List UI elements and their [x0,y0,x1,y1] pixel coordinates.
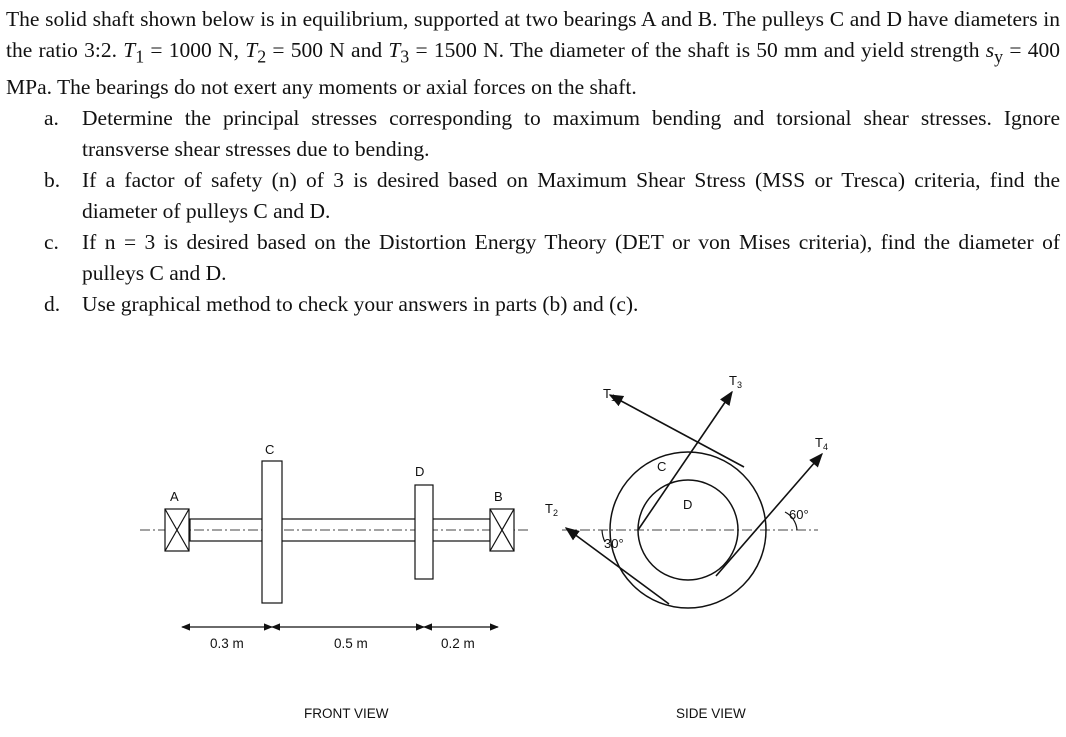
pulley-c-side-label: C [657,459,667,474]
angle-30-label: 30° [604,536,624,551]
bearing-a-label: A [170,489,179,504]
bearing-b-label: B [494,489,503,504]
side-view [545,373,828,721]
front-view [140,442,528,721]
t3-label: $T_3$ [729,373,742,390]
pulley-c [262,461,282,603]
pulley-d [415,485,433,579]
pulley-d-label: D [415,464,425,479]
question-part-c: c. If n = 3 is desired based on the Distortion Energy Theory (DET or von Mises criteria), find the diameter of pulleys C and D. [44,230,1060,286]
dimension-label-2: 0.5 m [334,636,368,651]
angle-60-label: 60° [789,507,809,522]
pulley-d-side-label: D [683,497,693,512]
problem-statement [6,4,1060,320]
dimension-label-1: 0.3 m [210,636,244,651]
pulley-c-label: C [265,442,275,457]
question-part-b: b. If a factor of safety (n) of 3 is desired based on Maximum Shear Stress (MSS or Tresca) criteria, find the diameter of pulleys C and D. [44,168,1060,224]
dimension-label-3: 0.2 m [441,636,475,651]
side-view-caption: SIDE VIEW [676,706,746,721]
question-part-a: a. Determine the principal stresses corresponding to maximum bending and torsional shear stresses. Ignore transverse shear stresses due to bending. [44,106,1060,162]
t4-label: $T_4$ [815,435,828,452]
bearing-a [165,509,189,551]
bearing-b [490,509,514,551]
problem-intro: The solid shaft shown below is in equilibrium, supported at two bearings A and B. The pulleys C and D have diameters in the ratio 3:2. $T_1 = 1000$ N, $T_2 = 500$ N and $T_3 = 1500$ N. The diameter of the shaft is 50 mm and yield strength $s_y = 400$ MPa. The bearings do not exert any moments or axial forces on the shaft. [6,7,1060,100]
front-view-caption: FRONT VIEW [304,706,389,721]
belt-t1-arrow [610,395,744,467]
t2-label: $T_2$ [545,501,558,518]
question-parts [6,103,1060,320]
question-part-d: d. Use graphical method to check your answers in parts (b) and (c). [44,292,639,317]
t1-label: $T_1$ [603,386,616,403]
shaft-figure [0,360,1066,737]
